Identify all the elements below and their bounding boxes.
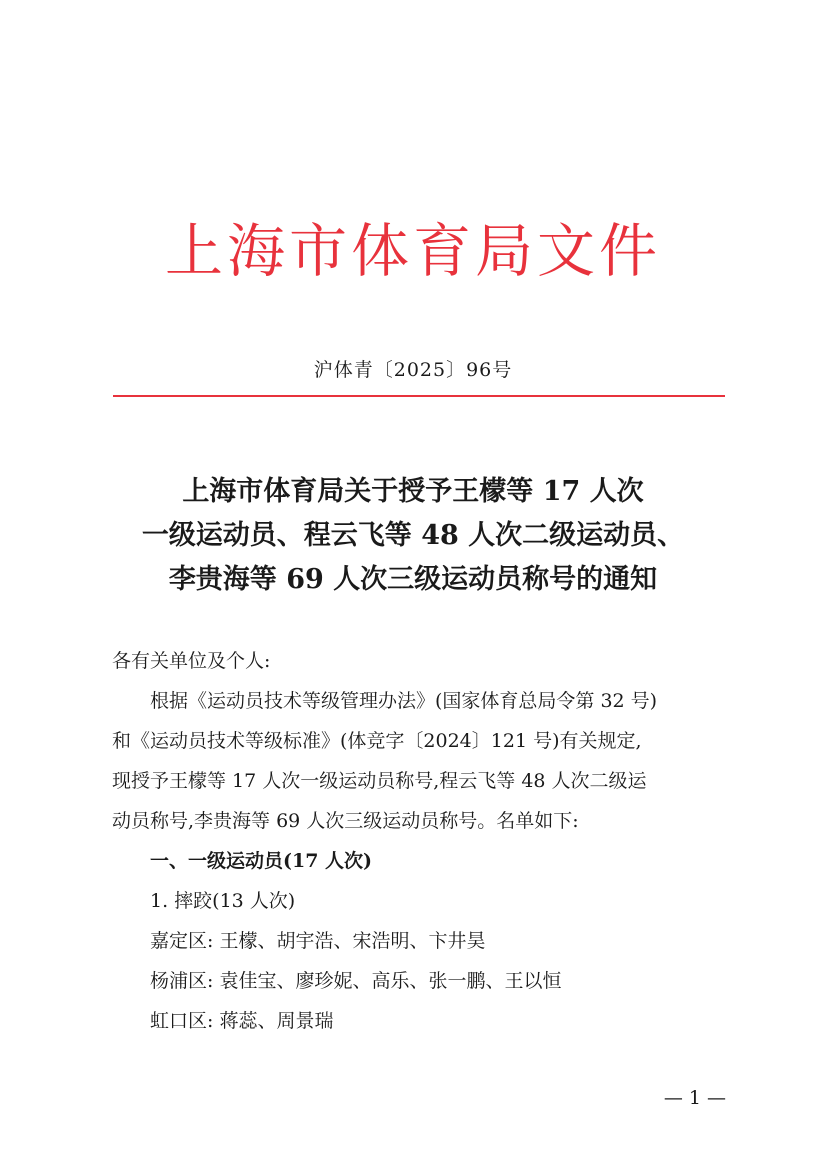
paragraph-line: 和《运动员技术等级标准》(体竞字〔2024〕121 号)有关规定, bbox=[112, 730, 642, 752]
district-row bbox=[112, 1001, 722, 1041]
subsection-heading: 1. 摔跤(13 人次) bbox=[150, 890, 296, 912]
paragraph-line: 动员称号,李贵海等 69 人次三级运动员称号。名单如下: bbox=[112, 810, 579, 832]
page-number: — 1 — bbox=[663, 1087, 726, 1109]
document-number: 沪体青〔2025〕96号 bbox=[313, 359, 513, 381]
title-line: 上海市体育局关于授予王檬等 17 人次 bbox=[182, 476, 644, 507]
athlete-names: 袁佳宝、廖珍妮、高乐、张一鹏、王以恒 bbox=[219, 970, 562, 992]
red-separator-line bbox=[113, 395, 725, 397]
district-row bbox=[112, 921, 722, 961]
section-heading: 一、一级运动员(17 人次) bbox=[150, 850, 373, 872]
athlete-names: 蒋蕊、周景瑞 bbox=[219, 1010, 334, 1032]
district-label: 虹口区: bbox=[150, 1010, 214, 1032]
title-line: 一级运动员、程云飞等 48 人次二级运动员、 bbox=[141, 520, 685, 551]
paragraph-line: 现授予王檬等 17 人次一级运动员称号,程云飞等 48 人次二级运 bbox=[112, 770, 647, 792]
district-label: 杨浦区: bbox=[150, 970, 214, 992]
salutation: 各有关单位及个人: bbox=[112, 650, 271, 672]
title-line: 李贵海等 69 人次三级运动员称号的通知 bbox=[168, 564, 658, 595]
district-label: 嘉定区: bbox=[150, 930, 214, 952]
document-title bbox=[60, 470, 766, 602]
issuer-header: 上海市体育局文件 bbox=[164, 217, 661, 285]
athlete-names: 王檬、胡宇浩、宋浩明、卞井昊 bbox=[219, 930, 486, 952]
paragraph-line: 根据《运动员技术等级管理办法》(国家体育总局令第 32 号) bbox=[150, 690, 658, 712]
district-row bbox=[112, 961, 722, 1001]
document-body bbox=[112, 641, 722, 1041]
